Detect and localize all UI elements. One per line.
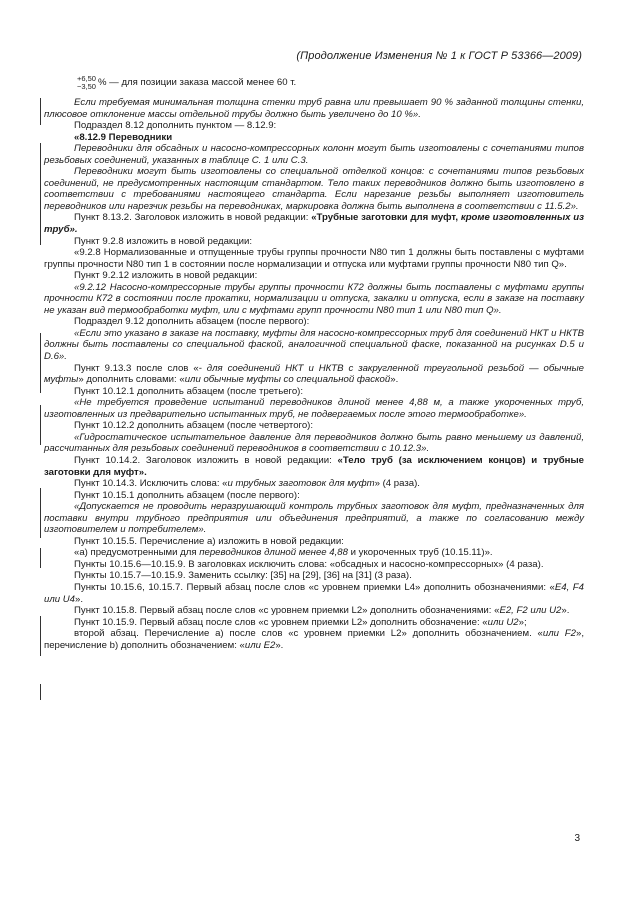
text-run-bold: «Трубные заготовки для муфт, — [311, 212, 461, 224]
paragraph: Переводники могут быть изготовлены со специальной отделкой концов: с сочетаниями типов резьбовых соединений, не предусмотренных настоящим стандартом. Тело таких переводников должно быть изготовлено в соответствии с требованиями настоящего стандарта. Если нарезание резьбы выполняет изготовитель переводников или нарезчик резьбы на переводниках, маркировка должна быть выполнена в соответствии с 11.5.2». — [44, 166, 584, 212]
paragraph: Пункт 9.2.12 изложить в новой редакции: — [74, 270, 258, 282]
change-bar — [40, 548, 41, 568]
paragraph: «Допускается не проводить неразрушающий контроль трубных заготовок для муфт, предназначенных для поставки внутри трубного предприятия или объединения предприятий, а также по согласованию между изготовителем и потребителем». — [44, 501, 584, 536]
section-heading: «8.12.9 Переводники — [74, 131, 173, 143]
paragraph: «Если это указано в заказе на поставку, муфты для насосно-компрессорных труб для соединений НКТ и НКТВ должны быть поставлены со специальной фаской, аналогичной специальной фаске, показанной на рисунках D.5 и D.6». — [44, 327, 584, 363]
change-bar — [40, 333, 41, 393]
change-bar — [40, 143, 41, 245]
paragraph: «9.2.8 Нормализованные и отпущенные трубы группы прочности N80 тип 1 должны быть поставлены с муфтами группы прочности N80 тип 1 в состоянии после нормализации и отпуска или муфтами группы прочности N80 тип Q». — [44, 247, 584, 270]
paragraph: Пункты 10.15.6—10.15.9. В заголовках исключить слова: «обсадных и насосно-компрессорных» (4 раза). — [74, 558, 544, 570]
text-run-italic: и трубных заготовок для муфт — [227, 478, 375, 490]
text-run-italic: или Е2 — [244, 639, 276, 651]
document-body — [44, 75, 584, 651]
text-run: Пункты 10.15.6, 10.15.7. Первый абзац после слов «с уровнем приемки L4» дополнить обозначениями: « — [74, 581, 555, 593]
text-run-italic: Е2, F2 или U2 — [499, 605, 562, 617]
paragraph — [44, 628, 584, 651]
change-bar — [40, 616, 41, 656]
paragraph — [44, 478, 584, 490]
text-run: ». — [390, 374, 399, 386]
text-run-italic: или U2 — [487, 616, 519, 628]
change-bar — [40, 684, 41, 700]
text-run: «а) предусмотренными для — [74, 547, 200, 559]
text-run-italic: переводников длиной менее 4,88 — [199, 547, 348, 559]
paragraph: Если требуемая минимальная толщина стенки труб равна или превышает 90 % заданной толщины стенки, плюсовое отклонение массы отдельной трубы должно быть увеличено до 10 %». — [44, 97, 584, 120]
paragraph — [44, 617, 584, 629]
paragraph: Подраздел 9.12 дополнить абзацем (после первого): — [74, 316, 310, 328]
paragraph — [44, 547, 584, 559]
change-bar — [40, 488, 41, 538]
text-run: Пункт 8.13.2. Заголовок изложить в новой редакции: — [74, 212, 312, 224]
text-run: ». — [275, 639, 284, 651]
paragraph: Пункт 9.2.8 изложить в новой редакции: — [74, 235, 252, 247]
paragraph: Пункт 10.15.5. Перечисление а) изложить в новой редакции: — [74, 535, 344, 547]
paragraph — [44, 363, 584, 386]
paragraph: Пункт 10.12.1 дополнить абзацем (после третьего): — [74, 385, 304, 397]
tolerance-lower: −3,50 — [77, 82, 96, 91]
text-run-italic: Е4, F4 или U4 — [44, 581, 584, 605]
paragraph: «9.2.12 Насосно-компрессорные трубы группы прочности К72 должны быть поставлены с муфтами группы прочности К72 в состоянии после прокатки, нормализации и отпуска, закалки и отпуска, если в заказе на поставку не указан вид термообработки муфт, или с муфтами групп прочности N80 тип 1 или N80 тип Q». — [44, 281, 584, 316]
text-run: Пункт 9.13.3 после слов « — [74, 362, 199, 374]
text-run-italic: или обычные муфты со специальной фаской — [184, 374, 391, 386]
tolerance-text: — для позиции заказа массой менее 60 т. — [106, 77, 297, 89]
text-run: и укороченных труб (10.15.11)». — [347, 547, 493, 559]
tolerance-line — [77, 75, 584, 97]
text-run: второй абзац. Перечисление а) после слов «с уровнем приемки L2» дополнить обозначением. « — [74, 628, 543, 640]
text-run-italic: или F2 — [542, 628, 576, 640]
text-run: » дополнить словами: « — [78, 374, 185, 386]
paragraph: «Не требуется проведение испытаний переводников длиной менее 4,88 м, а также укороченных труб, изготовленных из предварительно испытанных труб, не подвергаемых после этого термообработке». — [44, 397, 584, 420]
text-run-bold-italic: кроме изготовленных из труб». — [44, 212, 584, 236]
tolerance-upper: +6,50 — [77, 74, 96, 83]
change-bar — [40, 98, 41, 125]
text-run: »; — [518, 616, 527, 628]
tolerance-unit: % — [97, 77, 107, 89]
text-run: Пункт 10.15.9. Первый абзац после слов «с уровнем приемки L2» дополнить обозначение: « — [74, 616, 488, 628]
paragraph: Подраздел 8.12 дополнить пунктом — 8.12.9: — [74, 120, 277, 132]
text-run: ». — [561, 605, 570, 617]
text-run: », перечисление b) дополнить обозначением: « — [44, 628, 584, 651]
paragraph: Пункт 10.15.1 дополнить абзацем (после первого): — [74, 489, 300, 501]
text-run-bold: «Тело труб (за исключением концов) и трубные заготовки для муфт». — [44, 454, 584, 478]
paragraph: Пункт 10.12.2 дополнить абзацем (после четвертого): — [74, 420, 314, 432]
paragraph: «Гидростатическое испытательное давление для переводников должно быть равно меньшему из давлений, рассчитанных для резьбовых соединений переводников в соответствии с 10.12.3». — [44, 431, 584, 455]
text-run: Пункт 10.14.2. Заголовок изложить в новой редакции: — [74, 454, 338, 466]
text-run: Пункт 10.14.3. Исключить слова: « — [74, 478, 228, 490]
paragraph: Переводники для обсадных и насосно-компрессорных колонн могут быть изготовлены с сочетаниями типов резьбовых соединений, указанных в таблице С. 1 или С.3. — [44, 143, 584, 166]
paragraph — [44, 455, 584, 478]
paragraph — [44, 582, 584, 605]
paragraph — [44, 212, 584, 235]
text-run-italic: - для соединений НКТ и НКТВ с закругленной треугольной резьбой — обычные муфты — [44, 362, 584, 386]
text-run: ». — [75, 593, 84, 605]
tolerance-stack — [77, 75, 96, 91]
page-number: 3 — [574, 833, 580, 844]
paragraph — [44, 605, 584, 617]
text-run: » (4 раза). — [374, 478, 420, 490]
paragraph: Пункты 10.15.7—10.15.9. Заменить ссылку: [35] на [29], [36] на [31] (3 раза). — [74, 570, 412, 582]
running-header: (Продолжение Изменения № 1 к ГОСТ Р 53366—2009) — [296, 50, 582, 62]
text-run: Пункт 10.15.8. Первый абзац после слов «с уровнем приемки L2» дополнить обозначениями: « — [74, 605, 500, 617]
change-bar — [40, 405, 41, 445]
